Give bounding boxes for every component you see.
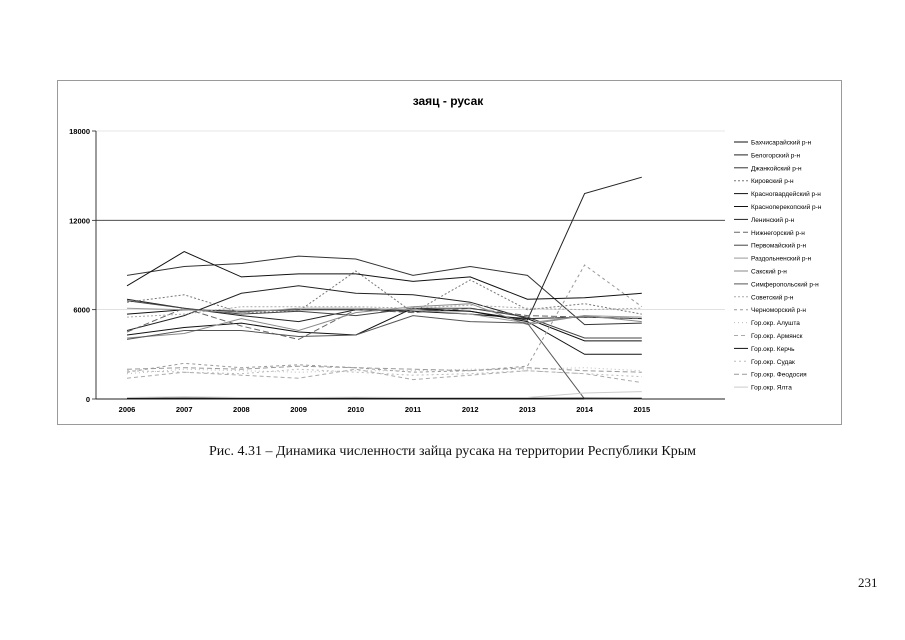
legend-label: Кировский р-н: [751, 178, 794, 186]
legend-label: Белогорский р-н: [751, 152, 801, 160]
page-number: 231: [858, 575, 878, 590]
series-line: [127, 177, 642, 321]
chart-title: заяц - русак: [412, 94, 484, 108]
legend-label: Гор.окр. Судак: [751, 358, 795, 366]
y-tick-label: 0: [85, 395, 90, 404]
legend-label: Черноморский р-н: [751, 307, 806, 315]
legend-label: Гор.окр. Ялта: [751, 384, 792, 392]
legend-label: Гор.окр. Алушта: [751, 320, 800, 328]
series-line: [127, 369, 642, 382]
x-tick-label: 2015: [633, 405, 651, 414]
legend-label: Симферопольский р-н: [751, 281, 819, 289]
series-line: [127, 301, 642, 338]
x-tick-label: 2008: [233, 405, 250, 414]
x-tick-label: 2012: [461, 405, 479, 414]
legend-label: Гор.окр. Керчь: [751, 345, 795, 353]
legend-label: Раздольненский р-н: [751, 255, 812, 263]
x-tick-label: 2007: [175, 405, 193, 414]
y-tick-label: 6000: [73, 305, 90, 315]
x-tick-label: 2013: [519, 405, 536, 414]
legend-label: Гор.окр. Армянск: [751, 333, 803, 340]
legend-label: Советский р-н: [751, 294, 794, 302]
legend-label: Первомайский р-н: [751, 242, 807, 250]
x-tick-label: 2006: [118, 405, 136, 414]
chart-frame: [57, 80, 842, 425]
legend-label: Ленинский р-н: [751, 216, 795, 224]
legend-label: Сакский р-н: [751, 268, 787, 276]
legend-label: Джанкойский р-н: [751, 165, 802, 173]
series-line: [127, 286, 642, 331]
series-line: [127, 366, 642, 372]
series-line: [127, 392, 642, 398]
legend-label: Красноперекопский р-н: [751, 204, 822, 211]
figure-caption: Рис. 4.31 – Динамика численности зайца русака на территории Республики Крым: [209, 444, 696, 459]
series-line: [127, 308, 642, 339]
legend-label: Красногвардейский р-н: [751, 191, 821, 199]
x-tick-label: 2009: [290, 405, 307, 414]
y-tick-label: 12000: [69, 216, 90, 226]
x-tick-label: 2011: [404, 405, 422, 414]
x-tick-label: 2010: [347, 405, 365, 414]
series-line: [127, 308, 642, 354]
legend-label: Гор.окр. Феодосия: [751, 371, 807, 379]
chart-svg: [58, 81, 843, 426]
legend-label: Бахчисарайский р-н: [751, 139, 812, 147]
legend-label: Нижнегорский р-н: [751, 229, 805, 237]
x-tick-label: 2014: [576, 405, 593, 414]
y-tick-label: 18000: [69, 127, 90, 136]
